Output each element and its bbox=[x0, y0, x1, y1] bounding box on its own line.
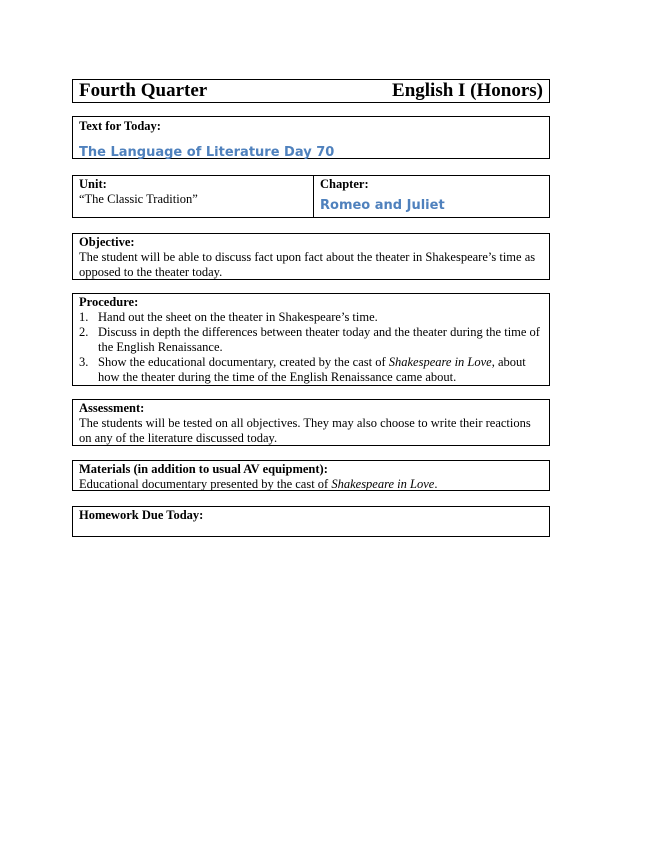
procedure-step bbox=[79, 310, 543, 325]
text-for-today-value: The Language of Literature Day 70 bbox=[79, 145, 335, 160]
page-header bbox=[72, 79, 550, 103]
unit-value: “The Classic Tradition” bbox=[79, 192, 198, 206]
homework-box bbox=[72, 506, 550, 537]
step-text: Hand out the sheet on the theater in Shakespeare’s time. bbox=[98, 310, 378, 324]
unit-cell bbox=[73, 176, 314, 217]
step-number: 3. bbox=[79, 355, 89, 369]
objective-box bbox=[72, 233, 550, 280]
unit-chapter-row bbox=[72, 175, 550, 218]
course-title: English I (Honors) bbox=[392, 80, 543, 101]
procedure-list bbox=[79, 310, 543, 385]
homework-label: Homework Due Today: bbox=[79, 508, 204, 522]
unit-label: Unit: bbox=[79, 177, 107, 191]
procedure-step bbox=[79, 355, 543, 385]
step-text-after: , about how the theater during the time of the English Renaissance came about. bbox=[98, 355, 526, 384]
chapter-value: Romeo and Juliet bbox=[320, 198, 445, 213]
assessment-text: The students will be tested on all objectives. They may also choose to write their reactions on any of the literature discussed today. bbox=[79, 416, 531, 445]
step-text-before: Show the educational documentary, created by the cast of bbox=[98, 355, 389, 369]
procedure-label: Procedure: bbox=[79, 295, 139, 309]
chapter-cell bbox=[314, 176, 549, 217]
materials-label: Materials (in addition to usual AV equipment): bbox=[79, 462, 328, 476]
materials-text-before: Educational documentary presented by the cast of bbox=[79, 477, 332, 491]
step-text: Discuss in depth the differences between theater today and the theater during the time of the English Renaissance. bbox=[98, 325, 540, 354]
assessment-label: Assessment: bbox=[79, 401, 145, 415]
chapter-label: Chapter: bbox=[320, 177, 369, 191]
text-for-today-box bbox=[72, 116, 550, 159]
step-number: 2. bbox=[79, 325, 89, 339]
materials-film-title: Shakespeare in Love bbox=[331, 477, 435, 491]
procedure-box bbox=[72, 293, 550, 386]
step-number: 1. bbox=[79, 310, 89, 324]
quarter-title: Fourth Quarter bbox=[79, 80, 208, 101]
objective-label: Objective: bbox=[79, 235, 135, 249]
text-for-today-label: Text for Today: bbox=[79, 119, 161, 133]
objective-text: The student will be able to discuss fact upon fact about the theater in Shakespeare’s time as opposed to the theater today. bbox=[79, 250, 536, 279]
film-title: Shakespeare in Love bbox=[388, 355, 492, 369]
procedure-step bbox=[79, 325, 543, 355]
assessment-box bbox=[72, 399, 550, 446]
materials-box bbox=[72, 460, 550, 491]
materials-text-after: . bbox=[434, 477, 438, 491]
materials-text bbox=[79, 477, 543, 492]
